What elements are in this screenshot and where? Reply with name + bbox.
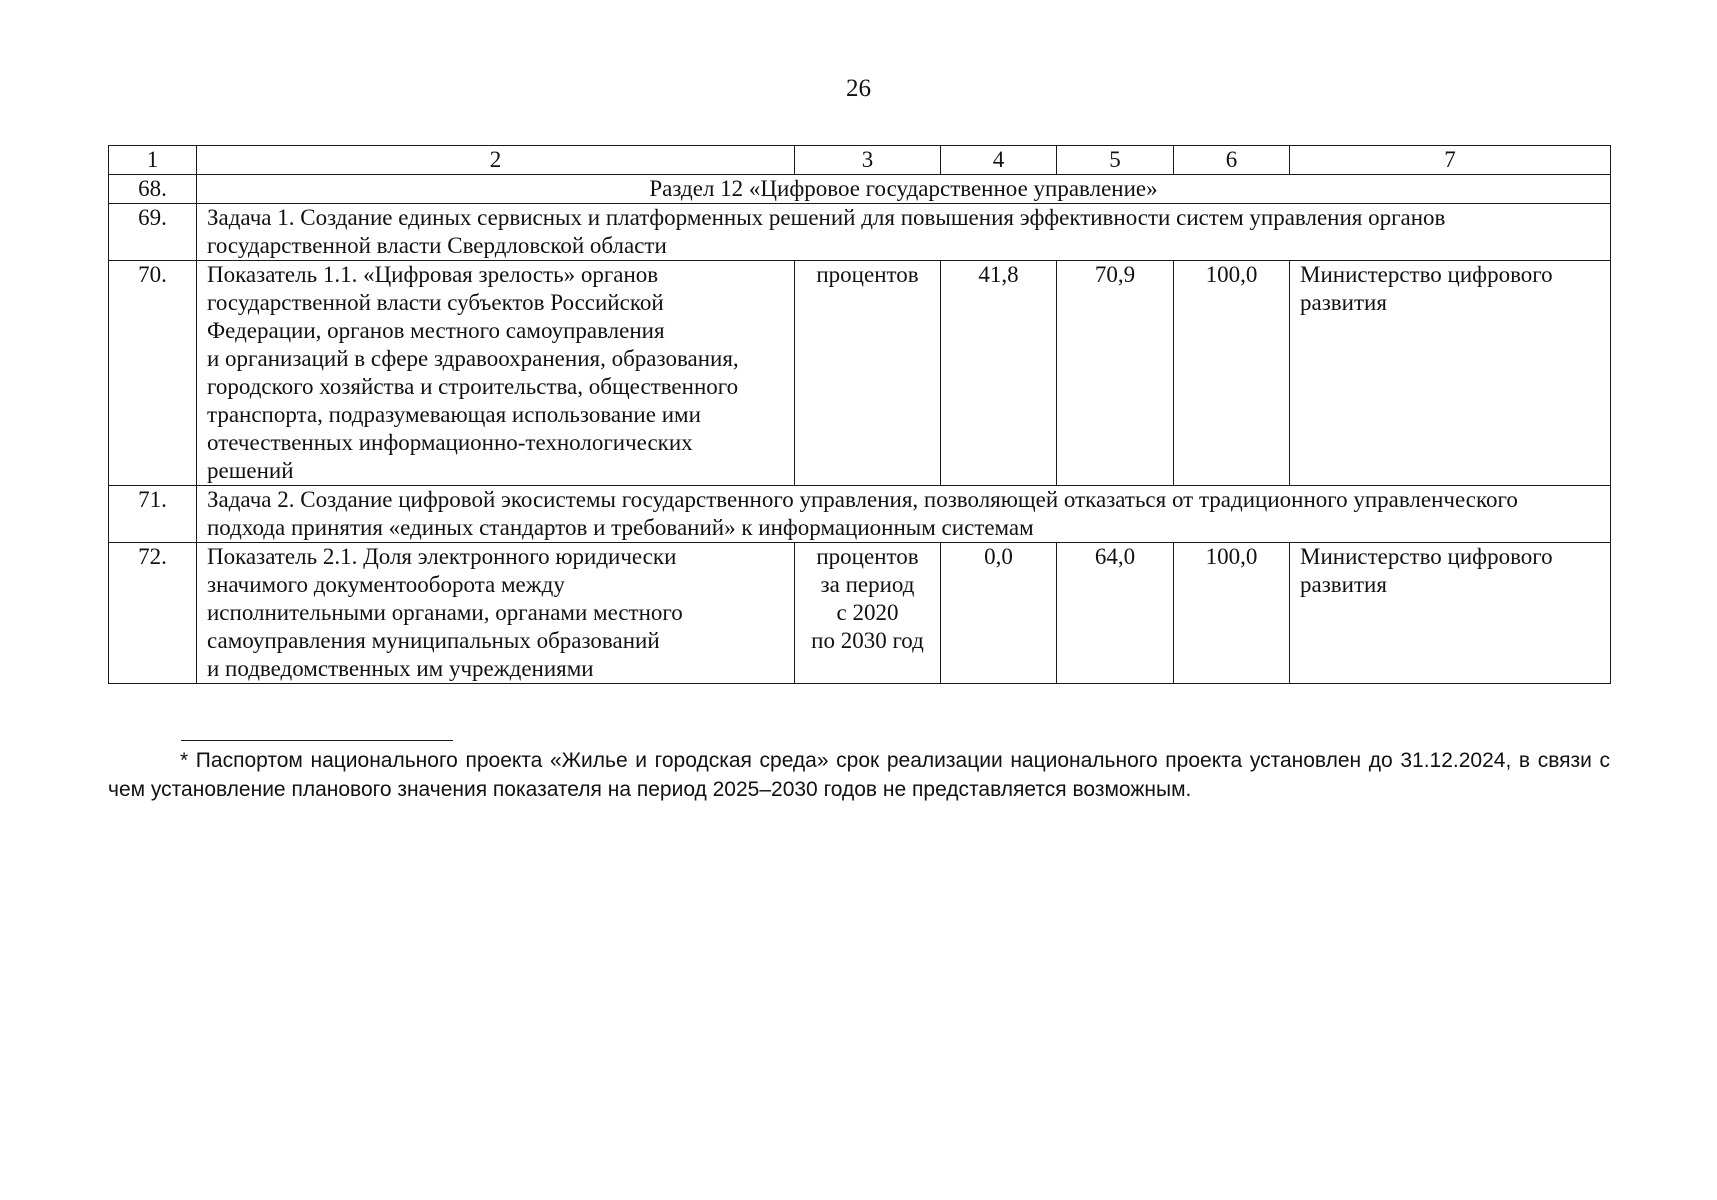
table-row-indicator-2-1 [109,543,1611,684]
indicator-text: Показатель 1.1. «Цифровая зрелость» органов государственной власти субъектов Российской Федерации, органов местного самоуправления и организаций в сфере здравоохранения, образования, городского хозяйства и строительства, общественного транспорта, подразумевающая использование ими отечественных информационно-технологических решений [197,261,795,486]
value-col-6: 100,0 [1174,261,1290,486]
column-number-1: 1 [109,146,197,175]
table-header-row [109,146,1611,175]
value-col-5: 70,9 [1057,261,1174,486]
indicators-table [108,145,1611,684]
table-row-indicator-1-1 [109,261,1611,486]
column-number-7: 7 [1290,146,1611,175]
row-number: 71. [109,486,197,543]
responsible-cell: Министерство цифрового развития [1290,261,1611,486]
row-number: 69. [109,204,197,261]
row-number: 72. [109,543,197,684]
page-number: 26 [846,75,871,102]
value-col-5: 64,0 [1057,543,1174,684]
value-col-4: 41,8 [941,261,1057,486]
responsible-cell: Министерство цифрового развития [1290,543,1611,684]
task-text: Задача 2. Создание цифровой экосистемы государственного управления, позволяющей отказаться от традиционного управленческого подхода принятия «единых стандартов и требований» к информационным системам [197,486,1611,543]
column-number-5: 5 [1057,146,1174,175]
indicator-text: Показатель 2.1. Доля электронного юридически значимого документооборота между исполнительными органами, органами местного самоуправления муниципальных образований и подведомственных им учреждениями [197,543,795,684]
value-col-4: 0,0 [941,543,1057,684]
table-row-task-1 [109,204,1611,261]
row-number: 70. [109,261,197,486]
value-col-6: 100,0 [1174,543,1290,684]
table-row-task-2 [109,486,1611,543]
section-title: Раздел 12 «Цифровое государственное управление» [197,175,1611,204]
unit-cell: процентов [795,261,941,486]
footnote-text: * Паспортом национального проекта «Жилье и городская среда» срок реализации национального проекта установлен до 31.12.2024, в связи с чем установление планового значения показателя на период 2025–2030 годов не представляется возможным. [108,749,1610,801]
row-number: 68. [109,175,197,204]
column-number-4: 4 [941,146,1057,175]
column-number-3: 3 [795,146,941,175]
footnote-divider [181,740,453,741]
unit-cell: процентов за период с 2020 по 2030 год [795,543,941,684]
column-number-6: 6 [1174,146,1290,175]
task-text: Задача 1. Создание единых сервисных и платформенных решений для повышения эффективности систем управления органов государственной власти Свердловской области [197,204,1611,261]
table-row-section-12 [109,175,1611,204]
column-number-2: 2 [197,146,795,175]
